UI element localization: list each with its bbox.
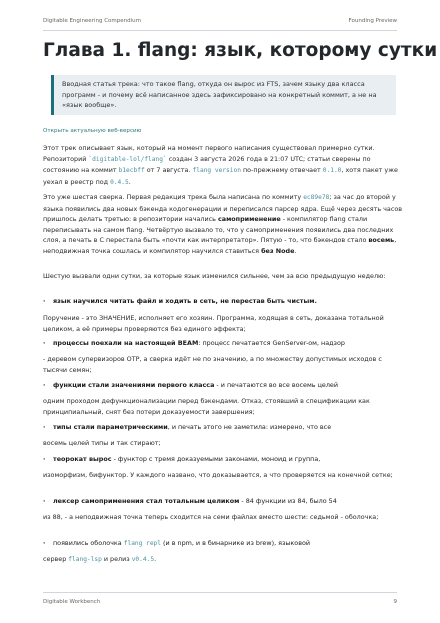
web-version-link[interactable]: Открыть актуальную веб-версию [43,128,142,134]
chapter-title: Глава 1. flang: язык, которому сутки [43,40,438,61]
paragraph-10: сервер flang-lsp и релиз v0.4.5. [43,555,157,563]
running-header [43,14,397,31]
list-item: · функции стали значениями первого класса - и печатаются во все восемь целей [43,381,339,389]
list-item: · типы стали параметрическими, и печать этого не заметила: измерено, что все [43,423,332,431]
list-item: · лексер самоприменения стал тотальным целиком - 84 функции из 84, было 54 [43,497,337,505]
commit-hash: b1ecbff [118,167,145,174]
paragraph-2: Это уже шестая сверка. Первая редакция трека была написана по коммиту ec89e78; за час до второй у языка появились два новых бэкенда кодогенерации и переписался парсер ядра. Ещё через десять часов пришлось делать третью: в репозитории начались самоприменение - компилятор flang стали переписывать на самом flang. Четвёртую вызвало то, что у самоприменения появились два последних слоя, а печать в C перестала быть «почти как интерпретатор». Пятую - то, что бэкендов стало восемь, неподвижная точка сошлась и компилятор научился ставиться без Node. [43,193,403,255]
release-version: v0.4.5 [131,556,155,563]
paragraph-9: из 88, - а неподвижная точка теперь сходится на семи файлах вместо шести: седьмой - оболочка; [43,513,379,521]
intro-callout [51,75,396,115]
lsp-command: flang-lsp [68,556,102,563]
running-footer [43,592,397,607]
version-value: 0.1.0 [322,167,342,174]
repl-command: flang repl [123,540,162,547]
paragraph-4: Поручение - это ЗНАЧЕНИЕ, исполняет его хозяин. Программа, ходящая в сеть, доказана тотальной целиком, а её примеры проверяются без единого эффекта; [43,314,384,333]
first-commit-hash: ec89e78 [303,194,330,201]
repo-name: `digitable-lol/flang` [88,155,167,163]
paragraph-3: Шестую вызвали одни сутки, за которые язык изменился сильнее, чем за всю предыдущую неделю: [43,272,386,280]
list-item: · теорокат вырос - функтор с тремя доказуемыми законами, моноид и группа, [43,455,321,463]
paragraph-1: Этот трек описывает язык, который на момент первого написания существовал примерно сутки. Репозиторий `digitable-lol/flang` создан 3 августа 2026 года в 21:07 UTC; статьи сверены по состоянию на коммит b1ecbff от 7 августа. flang version по-прежнему отвечает 0.1.0, хотя пакет уже уехал в реестр под 0.4.5. [43,144,398,186]
paragraph-8: изоморфизм, бифунктор. У каждого названо, что доказывается, а что проверяется на конечной сетке; [43,471,393,479]
registry-version: 0.4.5 [110,178,129,186]
paragraph-7: восемь целей типы и так стирают; [43,439,161,447]
version-command: flang version [192,167,241,174]
header-left: Digitable Engineering Compendium [43,18,141,24]
footer-left: Digitable Workbench [43,599,101,605]
page-number: 9 [393,599,397,605]
list-item: · появились оболочка flang repl (и в npm, и в бинарнике из brew), языковой [43,539,311,547]
list-item: · процессы поехали на настоящей BEAM: процесс печатается GenServer-ом, надзор [43,339,345,347]
header-right: Founding Preview [348,18,397,24]
paragraph-6: одним проходом дефункционализации перед бэкендами. Отказ, стоявший в спецификации как принципиальный, снят без потери доказуемости завершения; [43,397,370,416]
list-item: · язык научился читать файл и ходить в сеть, не перестав быть чистым. [43,297,317,305]
paragraph-5: - деревом супервизоров OTP, а сверка идёт не по значению, а по множеству допустимых исходов с тысячи семян; [43,355,382,374]
callout-text: Вводная статья трека: что такое flang, откуда он вырос из FTS, зачем языку два класса программ - и почему всё написанное здесь зафиксировано на конкретный коммит, а не на «язык вообще». [62,80,377,109]
